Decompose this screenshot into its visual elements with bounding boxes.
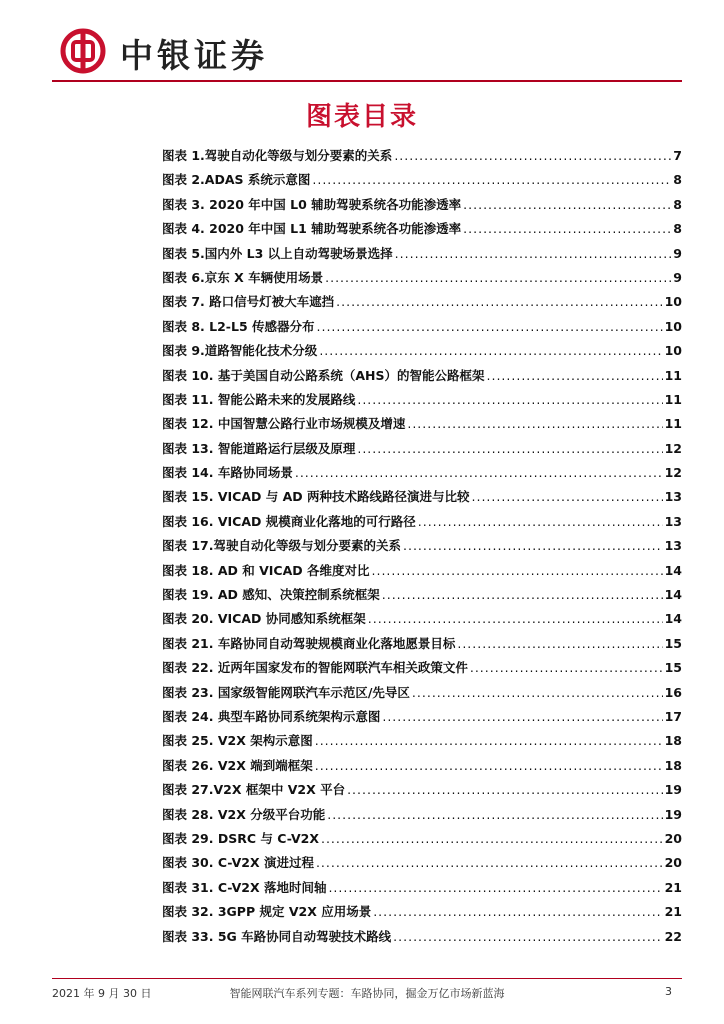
toc-entry-label: 图表 7. 路口信号灯被大车遮挡: [162, 294, 335, 310]
toc-dot-leader: [312, 172, 671, 187]
toc-dot-leader: [487, 368, 663, 383]
toc-entry-label: 图表 30. C-V2X 演进过程: [162, 855, 314, 871]
footer-date: 2021 年 9 月 30 日: [52, 987, 152, 1000]
toc-entry-page: 13: [664, 538, 682, 554]
toc-dot-leader: [328, 880, 662, 895]
toc-dot-leader: [357, 392, 662, 407]
toc-dot-leader: [403, 538, 663, 553]
toc-entry[interactable]: [162, 731, 682, 755]
toc-entry-page: 19: [664, 806, 682, 822]
toc-entry-label: 图表 17.驾驶自动化等级与划分要素的关系: [162, 538, 401, 554]
toc-dot-leader: [315, 758, 663, 773]
toc-dot-leader: [327, 807, 662, 822]
toc-dot-leader: [317, 319, 663, 334]
toc-entry-label: 图表 32. 3GPP 规定 V2X 应用场景: [162, 904, 372, 920]
toc-entry-label: 图表 19. AD 感知、决策控制系统框架: [162, 587, 380, 603]
toc-entry[interactable]: [162, 219, 682, 243]
toc-dot-leader: [295, 465, 663, 480]
toc-entry[interactable]: [162, 390, 682, 414]
toc-entry-page: 20: [664, 855, 682, 871]
toc-entry-label: 图表 11. 智能公路未来的发展路线: [162, 391, 356, 407]
toc-entry-page: 14: [664, 562, 682, 578]
toc-entry-label: 图表 28. V2X 分级平台功能: [162, 806, 326, 822]
toc-dot-leader: [393, 929, 662, 944]
toc-entry[interactable]: [162, 561, 682, 585]
toc-entry-page: 9: [673, 269, 682, 285]
toc-entry-label: 图表 3. 2020 年中国 L0 辅助驾驶系统各功能渗透率: [162, 196, 462, 212]
toc-dot-leader: [457, 636, 662, 651]
toc-entry-page: 10: [664, 318, 682, 334]
toc-entry-page: 8: [673, 172, 682, 188]
toc-entry[interactable]: [162, 439, 682, 463]
toc-entry-page: 13: [664, 513, 682, 529]
report-header: [52, 28, 672, 78]
toc-entry-label: 图表 18. AD 和 VICAD 各维度对比: [162, 562, 370, 578]
toc-dot-leader: [470, 660, 663, 675]
toc-entry[interactable]: [162, 829, 682, 853]
toc-entry[interactable]: [162, 634, 682, 658]
toc-entry-label: 图表 22. 近两年国家发布的智能网联汽车相关政策文件: [162, 660, 468, 676]
toc-entry[interactable]: [162, 317, 682, 341]
toc-entry-page: 16: [664, 684, 682, 700]
toc-entry-label: 图表 16. VICAD 规模商业化落地的可行路径: [162, 513, 416, 529]
toc-entry-page: 11: [664, 391, 682, 407]
footer-divider: [52, 978, 682, 979]
toc-dot-leader: [412, 685, 663, 700]
toc-entry[interactable]: [162, 756, 682, 780]
toc-entry-page: 17: [664, 708, 682, 724]
toc-entry[interactable]: [162, 341, 682, 365]
toc-entry[interactable]: [162, 902, 682, 926]
toc-entry-page: 18: [664, 757, 682, 773]
toc-dot-leader: [382, 587, 663, 602]
brand-name: 中银证券: [120, 36, 268, 75]
toc-dot-leader: [336, 294, 662, 309]
toc-entry-label: 图表 15. VICAD 与 AD 两种技术路线路径演进与比较: [162, 489, 470, 505]
toc-entry-label: 图表 9.道路智能化技术分级: [162, 343, 318, 359]
toc-entry-label: 图表 31. C-V2X 落地时间轴: [162, 879, 327, 895]
bank-of-china-logo: [60, 28, 106, 74]
toc-entry[interactable]: [162, 292, 682, 316]
toc-entry-page: 10: [664, 294, 682, 310]
toc-entry[interactable]: [162, 707, 682, 731]
toc-entry-page: 8: [673, 221, 682, 237]
toc-dot-leader: [319, 343, 662, 358]
toc-entry[interactable]: [162, 658, 682, 682]
toc-entry[interactable]: [162, 414, 682, 438]
toc-entry[interactable]: [162, 244, 682, 268]
toc-entry-label: 图表 21. 车路协同自动驾驶规模商业化落地愿景目标: [162, 635, 456, 651]
toc-entry-label: 图表 1.驾驶自动化等级与划分要素的关系: [162, 148, 393, 163]
toc-dot-leader: [463, 221, 671, 236]
toc-dot-leader: [316, 855, 663, 870]
toc-dot-leader: [372, 563, 663, 578]
toc-entry-page: 7: [673, 148, 682, 163]
toc-entry-page: 14: [664, 611, 682, 627]
toc-entry[interactable]: [162, 609, 682, 633]
toc-entry-page: 18: [664, 733, 682, 749]
toc-entry[interactable]: [162, 170, 682, 194]
toc-entry[interactable]: [162, 585, 682, 609]
toc-dot-leader: [407, 416, 662, 431]
toc-dot-leader: [325, 270, 671, 285]
toc-dot-leader: [321, 831, 663, 846]
toc-dot-leader: [347, 782, 663, 797]
toc-entry-page: 22: [664, 928, 682, 944]
toc-dot-leader: [315, 733, 663, 748]
toc-entry[interactable]: [162, 805, 682, 829]
header-divider: [52, 80, 682, 82]
toc-entry[interactable]: [162, 853, 682, 877]
toc-entry[interactable]: [162, 512, 682, 536]
toc-entry[interactable]: [162, 366, 682, 390]
toc-entry-label: 图表 5.国内外 L3 以上自动驾驶场景选择: [162, 245, 393, 261]
toc-entry-label: 图表 24. 典型车路协同系统架构示意图: [162, 708, 381, 724]
toc-entry[interactable]: [162, 463, 682, 487]
toc-entry-page: 21: [664, 879, 682, 895]
toc-entry[interactable]: [162, 268, 682, 292]
toc-entry-label: 图表 12. 中国智慧公路行业市场规模及增速: [162, 416, 406, 432]
figure-list: [162, 146, 682, 951]
toc-entry-label: 图表 26. V2X 端到端框架: [162, 757, 313, 773]
toc-entry-label: 图表 33. 5G 车路协同自动驾驶技术路线: [162, 928, 392, 944]
toc-entry-label: 图表 25. V2X 架构示意图: [162, 733, 313, 749]
toc-dot-leader: [418, 514, 663, 529]
toc-entry[interactable]: [162, 487, 682, 511]
toc-dot-leader: [394, 148, 671, 163]
toc-entry-label: 图表 4. 2020 年中国 L1 辅助驾驶系统各功能渗透率: [162, 221, 462, 237]
toc-entry-page: 11: [664, 367, 682, 383]
toc-entry[interactable]: [162, 683, 682, 707]
toc-entry-page: 15: [664, 660, 682, 676]
toc-entry-label: 图表 20. VICAD 协同感知系统框架: [162, 611, 366, 627]
toc-dot-leader: [382, 709, 662, 724]
toc-dot-leader: [463, 197, 671, 212]
toc-entry-label: 图表 27.V2X 框架中 V2X 平台: [162, 782, 346, 798]
toc-entry-label: 图表 13. 智能道路运行层级及原理: [162, 440, 356, 456]
toc-entry-page: 20: [664, 830, 682, 846]
toc-entry[interactable]: [162, 780, 682, 804]
toc-entry[interactable]: [162, 536, 682, 560]
toc-entry[interactable]: [162, 146, 682, 170]
toc-entry-label: 图表 29. DSRC 与 C-V2X: [162, 830, 319, 846]
toc-entry-label: 图表 14. 车路协同场景: [162, 465, 293, 481]
toc-dot-leader: [357, 441, 662, 456]
toc-entry-page: 14: [664, 587, 682, 603]
toc-dot-leader: [373, 904, 662, 919]
toc-entry-page: 10: [664, 343, 682, 359]
toc-entry[interactable]: [162, 927, 682, 951]
toc-dot-leader: [395, 246, 672, 261]
toc-entry[interactable]: [162, 878, 682, 902]
toc-entry-page: 19: [664, 782, 682, 798]
toc-entry[interactable]: [162, 195, 682, 219]
toc-entry-label: 图表 10. 基于美国自动公路系统（AHS）的智能公路框架: [162, 367, 485, 383]
toc-entry-page: 9: [673, 245, 682, 261]
toc-entry-page: 11: [664, 416, 682, 432]
toc-dot-leader: [472, 489, 663, 504]
toc-entry-page: 8: [673, 196, 682, 212]
toc-entry-label: 图表 2.ADAS 系统示意图: [162, 172, 311, 188]
toc-entry-page: 12: [664, 465, 682, 481]
toc-entry-page: 13: [664, 489, 682, 505]
toc-entry-label: 图表 6.京东 X 车辆使用场景: [162, 269, 324, 285]
toc-entry-label: 图表 23. 国家级智能网联汽车示范区/先导区: [162, 684, 410, 700]
toc-entry-page: 12: [664, 440, 682, 456]
toc-dot-leader: [368, 611, 663, 626]
toc-entry-page: 21: [664, 904, 682, 920]
toc-entry-label: 图表 8. L2-L5 传感器分布: [162, 318, 315, 334]
toc-entry-page: 15: [664, 635, 682, 651]
toc-title: 图表目录: [305, 102, 418, 132]
footer-page-number: 3: [665, 985, 672, 998]
footer-report-title: 智能网联汽车系列专题：车路协同，掘金万亿市场新蓝海: [229, 987, 505, 1000]
